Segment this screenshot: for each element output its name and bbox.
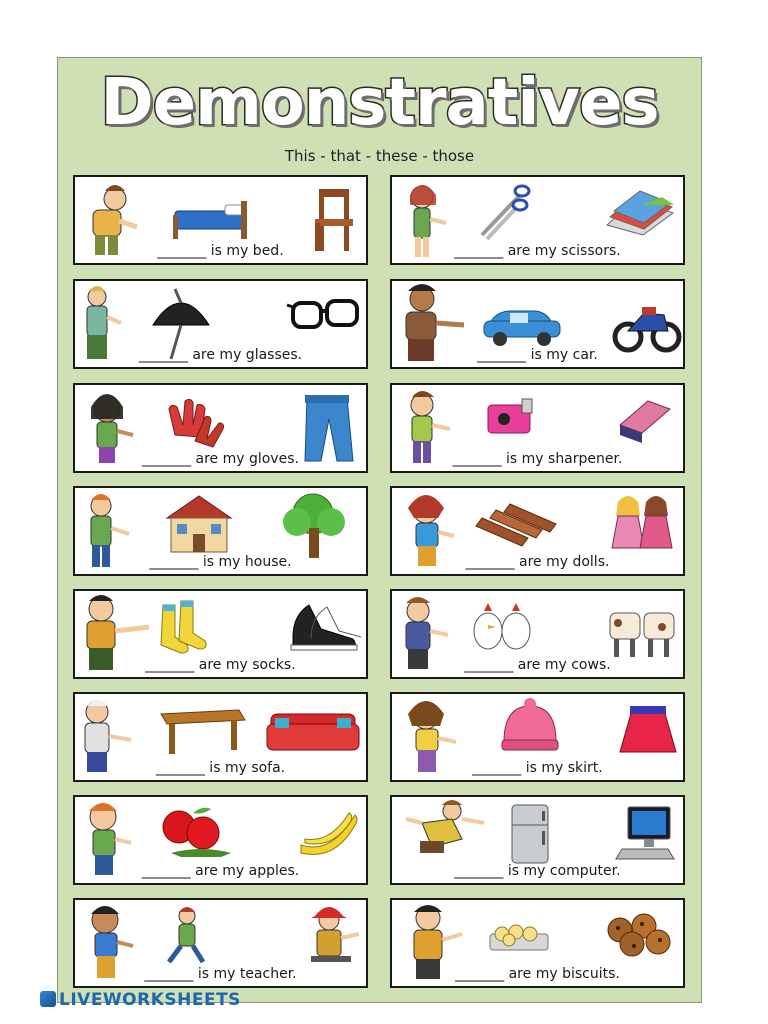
- sentence-text: is my sharpener.: [501, 451, 623, 467]
- exercise-card-4: [390, 279, 685, 369]
- logo-text: LIVEWORKSHEETS: [59, 990, 241, 1010]
- sentence-text: is my house.: [198, 554, 292, 570]
- exercise-card-5: [73, 383, 368, 473]
- exercise-card-11: [73, 692, 368, 782]
- answer-blank[interactable]: _______: [464, 657, 514, 673]
- fridge-icon: [512, 805, 548, 863]
- hat-icon: [502, 698, 558, 750]
- sentence-text: is my sofa.: [204, 760, 286, 776]
- scissors-icon: [482, 186, 529, 239]
- sentence-text: is my computer.: [503, 863, 621, 879]
- bananas-icon: [301, 813, 357, 854]
- worksheet-title: Demonstratives: [100, 66, 659, 140]
- sharpener-icon: [488, 399, 532, 433]
- car-icon: [484, 311, 560, 346]
- bed-icon: [173, 201, 247, 239]
- boy-running-icon: [169, 907, 203, 962]
- exercise-card-1: [73, 175, 368, 265]
- chair-icon: [315, 189, 353, 251]
- sentence-text: are my scissors.: [503, 243, 621, 259]
- skirt-icon: [620, 706, 676, 752]
- books-icon: [607, 191, 674, 235]
- answer-blank[interactable]: _______: [465, 554, 515, 570]
- logs-icon: [476, 504, 556, 546]
- socks-icon: [161, 601, 206, 653]
- exercise-card-6: [390, 383, 685, 473]
- answer-blank[interactable]: _______: [155, 760, 205, 776]
- sentence-text: is my car.: [526, 347, 598, 363]
- liveworksheets-logo-icon: [40, 991, 56, 1007]
- answer-blank[interactable]: _______: [472, 760, 522, 776]
- answer-blank[interactable]: _______: [455, 966, 505, 982]
- dolls-icon: [612, 496, 672, 548]
- house-icon: [167, 496, 231, 552]
- exercise-card-10: [390, 589, 685, 679]
- answer-blank[interactable]: _______: [452, 451, 502, 467]
- exercise-card-2: [390, 175, 685, 265]
- firefighter-icon: [311, 907, 359, 962]
- sentence-text: are my biscuits.: [504, 966, 620, 982]
- sentence-text: is my skirt.: [521, 760, 603, 776]
- sentence-text: are my cows.: [513, 657, 611, 673]
- sofa-icon: [267, 714, 359, 750]
- exercise-card-12: [390, 692, 685, 782]
- answer-blank[interactable]: _______: [454, 243, 504, 259]
- exercise-card-9: [73, 589, 368, 679]
- sneakers-icon: [291, 605, 361, 650]
- eggs-icon: [490, 925, 548, 950]
- exercise-card-7: [73, 486, 368, 576]
- worksheet-subtitle: This - that - these - those: [284, 147, 475, 165]
- sentence-text: are my dolls.: [514, 554, 610, 570]
- biscuits-icon: [608, 914, 670, 956]
- answer-blank[interactable]: _______: [477, 347, 527, 363]
- cows-icon: [610, 613, 674, 657]
- exercise-card-15: [73, 898, 368, 988]
- computer-icon: [616, 807, 674, 859]
- answer-blank[interactable]: _______: [142, 451, 192, 467]
- exercise-card-13: [73, 795, 368, 885]
- sentence-text: are my glasses.: [187, 347, 303, 363]
- answer-blank[interactable]: _______: [149, 554, 199, 570]
- chickens-icon: [474, 603, 530, 649]
- answer-blank[interactable]: _______: [454, 863, 504, 879]
- motorcycle-icon: [615, 307, 679, 350]
- tree-icon: [283, 494, 345, 558]
- sentence-text: is my bed.: [206, 243, 284, 259]
- sentence-text: are my socks.: [194, 657, 296, 673]
- answer-blank[interactable]: _______: [138, 347, 188, 363]
- man-pointing-icon: [406, 800, 484, 853]
- exercise-card-14: [390, 795, 685, 885]
- answer-blank[interactable]: _______: [141, 863, 191, 879]
- liveworksheets-logo[interactable]: [40, 990, 241, 1010]
- glasses-icon: [287, 301, 357, 327]
- apples-icon: [163, 808, 231, 857]
- worksheet-panel: [57, 57, 702, 1003]
- exercise-card-3: [73, 279, 368, 369]
- gloves-icon: [169, 399, 224, 447]
- exercise-card-8: [390, 486, 685, 576]
- table-icon: [161, 710, 245, 754]
- sentence-text: are my apples.: [190, 863, 300, 879]
- sentence-text: are my gloves.: [191, 451, 299, 467]
- exercise-card-16: [390, 898, 685, 988]
- answer-blank[interactable]: _______: [157, 243, 207, 259]
- answer-blank[interactable]: _______: [145, 657, 195, 673]
- eraser-icon: [620, 401, 670, 443]
- answer-blank[interactable]: _______: [144, 966, 194, 982]
- sentence-text: is my teacher.: [193, 966, 297, 982]
